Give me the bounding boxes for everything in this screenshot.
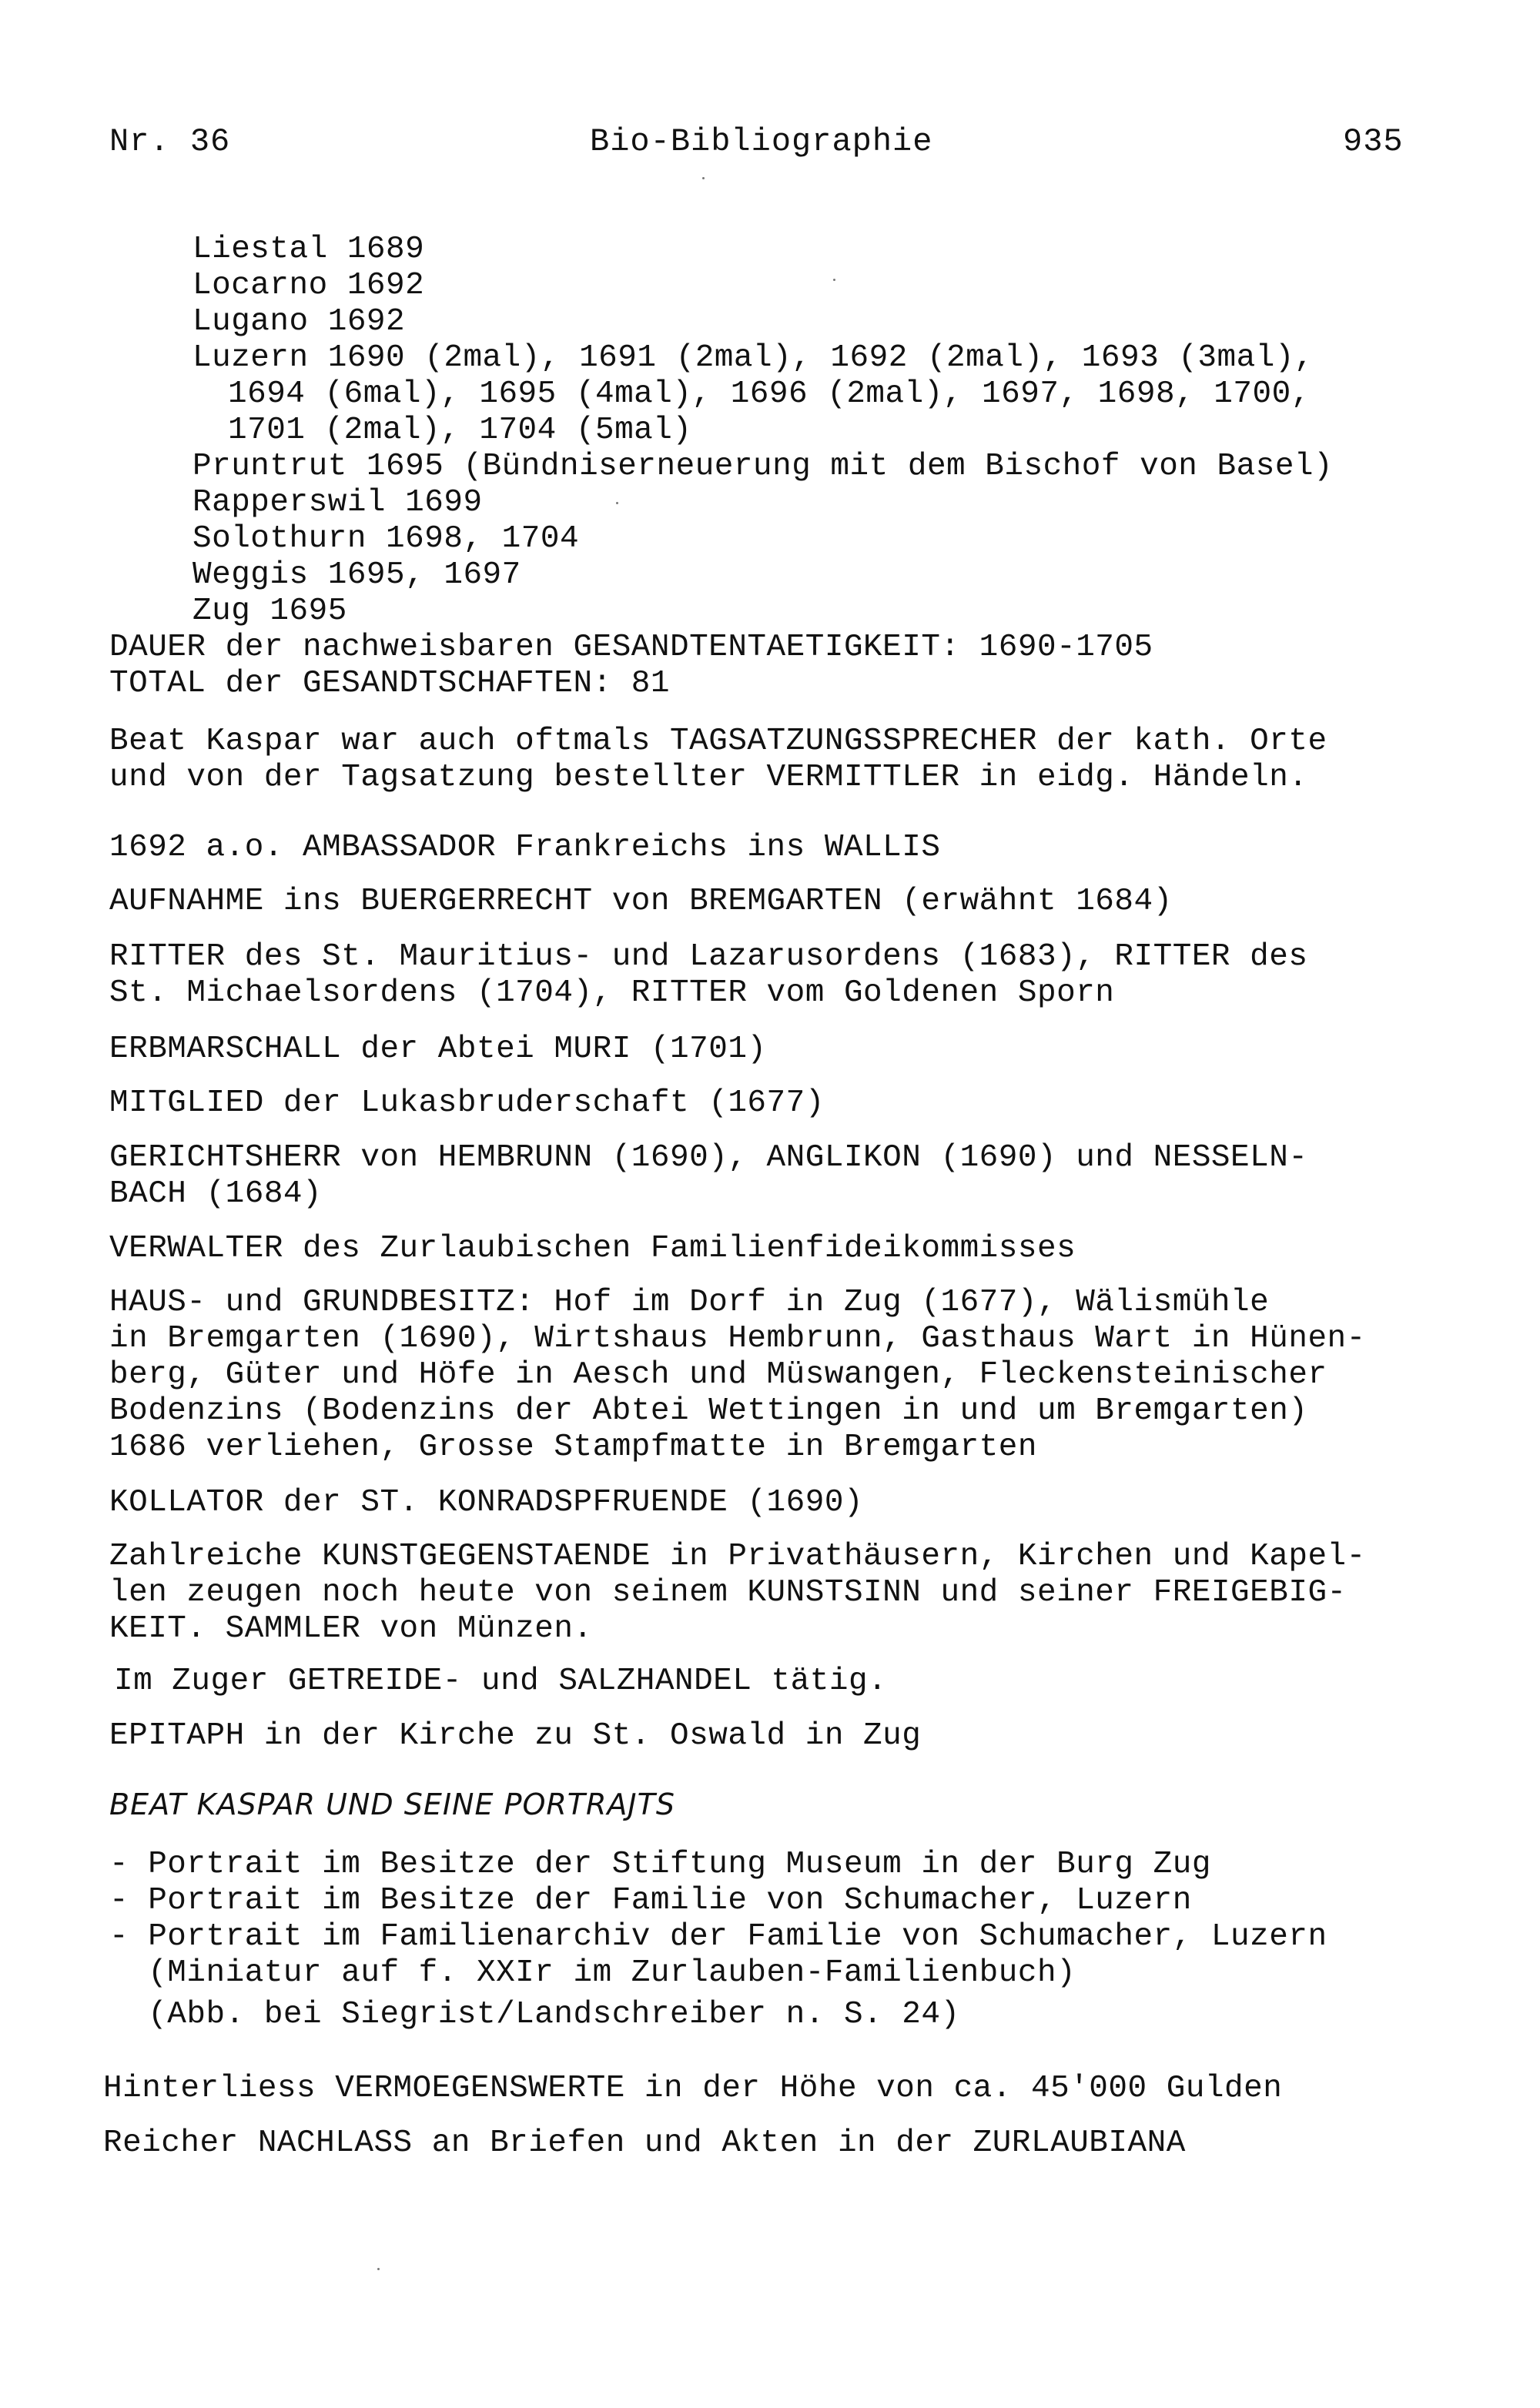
- list-item-continuation: 1694 (6mal), 1695 (4mal), 1696 (2mal), 1697, 1698, 1700,: [228, 376, 1311, 412]
- paragraph-line: BACH (1684): [109, 1176, 323, 1212]
- paragraph-line: 1686 verliehen, Grosse Stampfmatte in Bremgarten: [109, 1430, 1037, 1465]
- running-title: Bio-Bibliographie: [590, 123, 933, 160]
- list-item: - Portrait im Besitze der Stiftung Museum in der Burg Zug: [109, 1847, 1211, 1882]
- page-number: 935: [1343, 123, 1404, 160]
- list-item: Solothurn 1698, 1704: [192, 521, 580, 557]
- list-item-continuation: (Abb. bei Siegrist/Landschreiber n. S. 24): [109, 1997, 960, 2032]
- paragraph-line: HAUS- und GRUNDBESITZ: Hof im Dorf in Zug (1677), Wälismühle: [109, 1285, 1270, 1320]
- paragraph-line: MITGLIED der Lukasbruderschaft (1677): [109, 1085, 825, 1121]
- list-item: Weggis 1695, 1697: [192, 557, 521, 593]
- paragraph-line: GERICHTSHERR von HEMBRUNN (1690), ANGLIKON (1690) und NESSELN-: [109, 1140, 1308, 1176]
- summary-duration: DAUER der nachweisbaren GESANDTENTAETIGKEIT: 1690-1705: [109, 630, 1153, 665]
- paragraph-line: in Bremgarten (1690), Wirtshaus Hembrunn, Gasthaus Wart in Hünen-: [109, 1321, 1366, 1356]
- paragraph-line: AUFNAHME ins BUERGERRECHT von BREMGARTEN (erwähnt 1684): [109, 884, 1173, 919]
- paragraph-line: len zeugen noch heute von seinem KUNSTSINN und seiner FREIGEBIG-: [109, 1575, 1347, 1610]
- list-item: Locarno 1692: [192, 268, 425, 303]
- list-item: Pruntrut 1695 (Bündniserneuerung mit dem Bischof von Basel): [192, 449, 1334, 484]
- paragraph-line: berg, Güter und Höfe in Aesch und Müswangen, Fleckensteinischer: [109, 1357, 1327, 1393]
- paragraph-line: Zahlreiche KUNSTGEGENSTAENDE in Privathäusern, Kirchen und Kapel-: [109, 1539, 1366, 1574]
- paragraph-line: Bodenzins (Bodenzins der Abtei Wettingen in und um Bremgarten): [109, 1393, 1308, 1429]
- paragraph-line: Reicher NACHLASS an Briefen und Akten in der ZURLAUBIANA: [103, 2125, 1186, 2161]
- list-item: Liestal 1689: [192, 232, 425, 267]
- paragraph-line: Im Zuger GETREIDE- und SALZHANDEL tätig.: [114, 1664, 888, 1699]
- list-item-continuation: 1701 (2mal), 1704 (5mal): [228, 413, 692, 448]
- paragraph-line: Beat Kaspar war auch oftmals TAGSATZUNGSSPRECHER der kath. Orte: [109, 724, 1327, 759]
- portraits-heading: BEAT KASPAR UND SEINE PORTRAJTS: [109, 1788, 675, 1821]
- list-item: Rapperswil 1699: [192, 485, 483, 520]
- paragraph-line: RITTER des St. Mauritius- und Lazarusordens (1683), RITTER des: [109, 939, 1308, 975]
- list-item: - Portrait im Besitze der Familie von Schumacher, Luzern: [109, 1883, 1192, 1918]
- list-item-continuation: (Miniatur auf f. XXIr im Zurlauben-Familienbuch): [109, 1955, 1076, 1991]
- paragraph-line: St. Michaelsordens (1704), RITTER vom Goldenen Sporn: [109, 975, 1115, 1011]
- paragraph-line: EPITAPH in der Kirche zu St. Oswald in Zug: [109, 1718, 922, 1754]
- list-item: Lugano 1692: [192, 304, 406, 339]
- list-item: Luzern 1690 (2mal), 1691 (2mal), 1692 (2mal), 1693 (3mal),: [192, 340, 1314, 376]
- paragraph-line: KEIT. SAMMLER von Münzen.: [109, 1611, 593, 1647]
- list-item: - Portrait im Familienarchiv der Familie von Schumacher, Luzern: [109, 1919, 1327, 1955]
- list-item: Zug 1695: [192, 594, 347, 629]
- paragraph-line: und von der Tagsatzung bestellter VERMITTLER in eidg. Händeln.: [109, 760, 1308, 795]
- paragraph-line: ERBMARSCHALL der Abtei MURI (1701): [109, 1032, 767, 1067]
- summary-total: TOTAL der GESANDTSCHAFTEN: 81: [109, 666, 671, 701]
- paragraph-line: Hinterliess VERMOEGENSWERTE in der Höhe von ca. 45'000 Gulden: [103, 2071, 1283, 2106]
- paragraph-line: KOLLATOR der ST. KONRADSPFRUENDE (1690): [109, 1485, 864, 1520]
- page-section-number: Nr. 36: [109, 123, 231, 160]
- paragraph-line: VERWALTER des Zurlaubischen Familienfideikommisses: [109, 1231, 1076, 1266]
- paragraph-line: 1692 a.o. AMBASSADOR Frankreichs ins WALLIS: [109, 830, 941, 865]
